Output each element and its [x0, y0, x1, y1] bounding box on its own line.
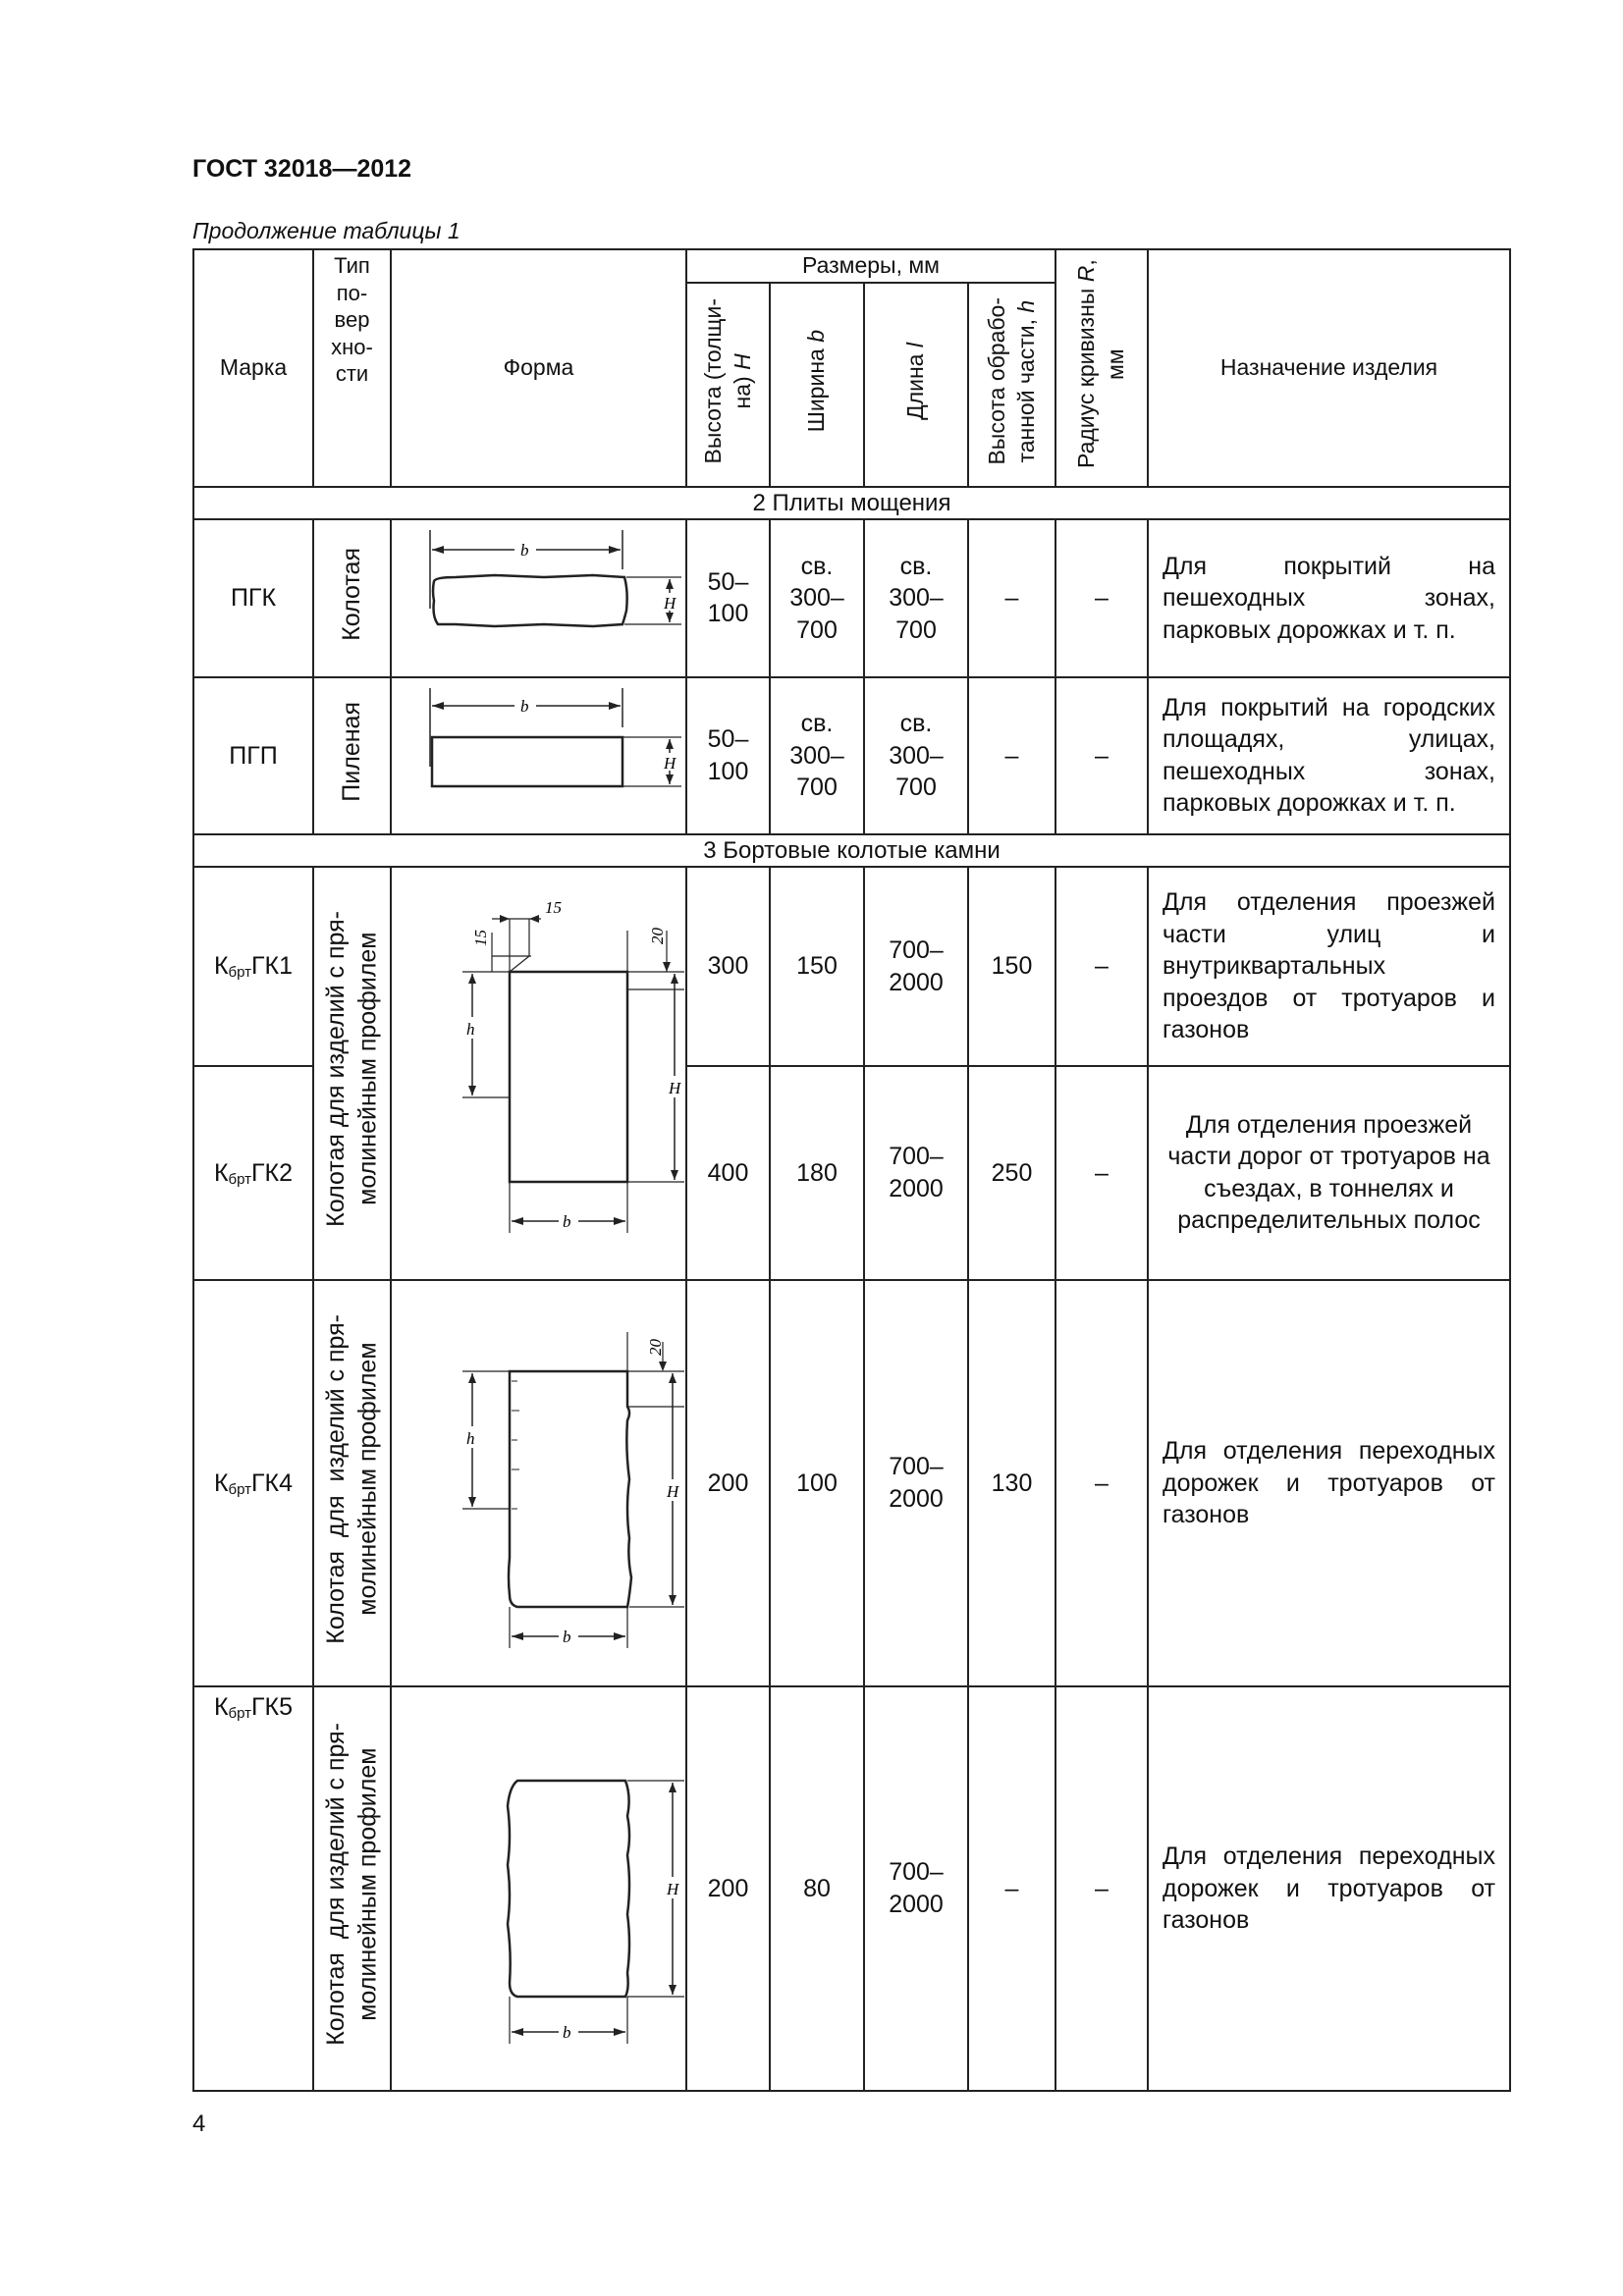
radius-cell: – [1055, 519, 1148, 677]
length-cell: св. 300– 700 [864, 519, 968, 677]
length-cell: 700– 2000 [864, 1686, 968, 2091]
col-sizes-header: Размеры, мм [686, 249, 1055, 283]
height-cell: 200 [686, 1280, 770, 1686]
width-cell: 80 [770, 1686, 864, 2091]
svg-text:H: H [663, 753, 676, 773]
svg-text:h: h [465, 1428, 474, 1448]
surface-cell: Колотая для изделий с пря- молинейным профилем [313, 867, 391, 1280]
svg-text:H: H [663, 594, 676, 614]
table-caption: Продолжение таблицы 1 [192, 218, 460, 243]
svg-text:15: 15 [544, 898, 562, 918]
page-number: 4 [192, 2110, 206, 2137]
radius-cell: – [1055, 867, 1148, 1066]
purpose-cell: Для отделения переходных дорожек и тротуаров от газонов [1148, 1280, 1510, 1686]
length-cell: св. 300– 700 [864, 677, 968, 835]
radius-cell: – [1055, 1066, 1148, 1280]
height-cell: 50– 100 [686, 677, 770, 835]
col-width-header: Ширина b [770, 283, 864, 487]
table-row [193, 1686, 1510, 2091]
svg-text:b: b [519, 541, 528, 561]
mark-cell: КбртГК5 [193, 1686, 313, 2091]
col-surface-header: Тип по- вер хно- сти [313, 249, 391, 487]
width-cell: 150 [770, 867, 864, 1066]
length-cell: 700– 2000 [864, 1280, 968, 1686]
svg-text:b: b [562, 1627, 570, 1646]
height-cell: 300 [686, 867, 770, 1066]
purpose-cell: Для покрытий на городских площадях, улицах, пешеходных зонах, парковых дорожках и т. п. [1148, 677, 1510, 835]
processed-cell: – [968, 677, 1055, 835]
purpose-cell: Для отделения переходных дорожек и тротуаров от газонов [1148, 1686, 1510, 2091]
section-title: 2 Плиты мощения [193, 487, 1510, 519]
section-row [193, 834, 1510, 867]
col-processed-header: Высота обрабо- танной части, h [968, 283, 1055, 487]
width-cell: св. 300– 700 [770, 677, 864, 835]
svg-text:H: H [668, 1079, 680, 1098]
svg-text:b: b [519, 696, 528, 716]
col-length-header: Длина l [864, 283, 968, 487]
col-shape-header: Форма [391, 249, 686, 487]
mark-cell: ПГК [193, 519, 313, 677]
mark-cell: КбртГК2 [193, 1066, 313, 1280]
table-row [193, 1280, 1510, 1686]
mark-cell: КбртГК1 [193, 867, 313, 1066]
col-height-header: Высота (толщи- на) H [686, 283, 770, 487]
shape-drawing-gk1-gk2 [391, 867, 686, 1280]
table-row [193, 677, 1510, 835]
mark-cell: ПГП [193, 677, 313, 835]
table-row [193, 867, 1510, 1066]
surface-cell: Пиленая [313, 677, 391, 835]
shape-drawing-gk4 [391, 1280, 686, 1686]
shape-drawing-gk5 [391, 1686, 686, 2091]
length-cell: 700– 2000 [864, 867, 968, 1066]
dimensions-table [192, 248, 1511, 2092]
surface-cell: Колотая для изделий с пря- молинейным профилем [313, 1686, 391, 2091]
purpose-cell: Для отделения проезжей части улиц и внутриквартальных проездов от тротуаров и газонов [1148, 867, 1510, 1066]
svg-text:b: b [562, 1212, 570, 1232]
processed-cell: – [968, 1686, 1055, 2091]
svg-text:20: 20 [647, 928, 667, 945]
length-cell: 700– 2000 [864, 1066, 968, 1280]
radius-cell: – [1055, 677, 1148, 835]
svg-text:b: b [562, 2022, 570, 2042]
width-cell: св. 300– 700 [770, 519, 864, 677]
surface-cell: Колотая для изделий с пря- молинейным профилем [313, 1280, 391, 1686]
svg-text:H: H [666, 1879, 678, 1898]
standard-title: ГОСТ 32018—2012 [192, 155, 412, 183]
shape-drawing-pgk [391, 519, 686, 677]
col-mark-header: Марка [193, 249, 313, 487]
radius-cell: – [1055, 1686, 1148, 2091]
width-cell: 180 [770, 1066, 864, 1280]
table-row [193, 519, 1510, 677]
width-cell: 100 [770, 1280, 864, 1686]
section-title: 3 Бортовые колотые камни [193, 834, 1510, 867]
shape-drawing-pgp [391, 677, 686, 835]
purpose-cell: Для покрытий на пешеходных зонах, парковых дорожках и т. п. [1148, 519, 1510, 677]
section-row [193, 487, 1510, 519]
purpose-cell: Для отделения проезжей части дорог от тротуаров на съездах, в тоннелях и распределительных полос [1148, 1066, 1510, 1280]
header-row [193, 249, 1510, 283]
svg-text:h: h [465, 1020, 474, 1040]
processed-cell: 130 [968, 1280, 1055, 1686]
processed-cell: 250 [968, 1066, 1055, 1280]
radius-cell: – [1055, 1280, 1148, 1686]
processed-cell: 150 [968, 867, 1055, 1066]
surface-cell: Колотая [313, 519, 391, 677]
height-cell: 400 [686, 1066, 770, 1280]
svg-text:20: 20 [645, 1338, 665, 1356]
height-cell: 50– 100 [686, 519, 770, 677]
svg-text:H: H [666, 1481, 678, 1501]
col-purpose-header: Назначение изделия [1148, 249, 1510, 487]
processed-cell: – [968, 519, 1055, 677]
mark-cell: КбртГК4 [193, 1280, 313, 1686]
col-radius-header: Радиус кривизны R, мм [1055, 249, 1148, 487]
svg-text:15: 15 [470, 930, 490, 947]
height-cell: 200 [686, 1686, 770, 2091]
